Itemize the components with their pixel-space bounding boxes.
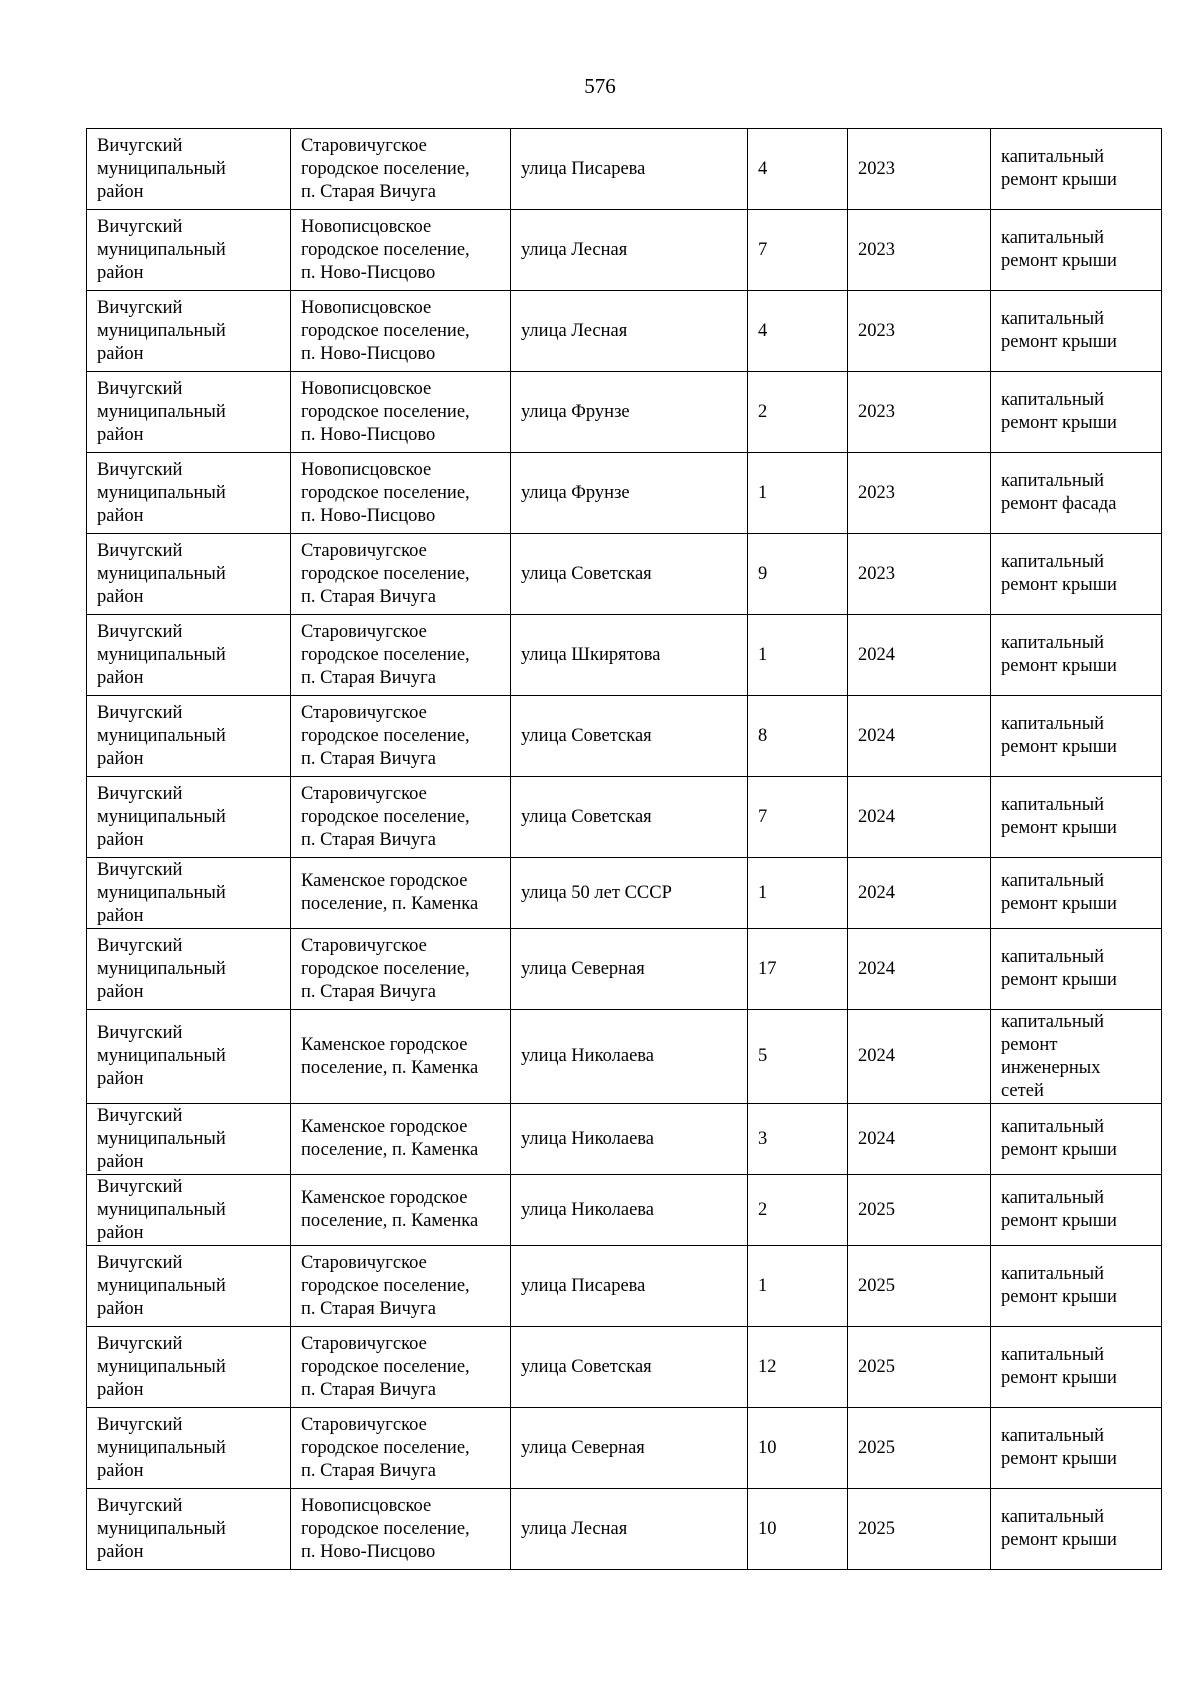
settlement-cell: Старовичугское городское поселение, п. Старая Вичуга xyxy=(291,777,511,858)
house-number-cell: 2 xyxy=(748,1175,848,1246)
table-row xyxy=(87,1246,1162,1327)
year-cell: 2023 xyxy=(848,210,991,291)
settlement-cell: Старовичугское городское поселение, п. Старая Вичуга xyxy=(291,1327,511,1408)
house-number-cell: 9 xyxy=(748,534,848,615)
work-type-cell: капитальный ремонт крыши xyxy=(991,696,1162,777)
year-cell: 2025 xyxy=(848,1408,991,1489)
year-cell: 2024 xyxy=(848,858,991,929)
house-number-cell: 17 xyxy=(748,929,848,1010)
house-number-cell: 7 xyxy=(748,777,848,858)
table-row xyxy=(87,210,1162,291)
house-number-cell: 1 xyxy=(748,1246,848,1327)
district-cell: Вичугский муниципальный район xyxy=(87,1408,291,1489)
table-row xyxy=(87,372,1162,453)
settlement-cell: Каменское городское поселение, п. Каменка xyxy=(291,1175,511,1246)
year-cell: 2023 xyxy=(848,129,991,210)
settlement-cell: Новописцовское городское поселение, п. Ново-Писцово xyxy=(291,453,511,534)
district-cell: Вичугский муниципальный район xyxy=(87,1327,291,1408)
house-number-cell: 4 xyxy=(748,129,848,210)
table-row xyxy=(87,453,1162,534)
street-cell: улица Писарева xyxy=(511,1246,748,1327)
work-type-cell: капитальный ремонт крыши xyxy=(991,1246,1162,1327)
street-cell: улица Николаева xyxy=(511,1175,748,1246)
repair-schedule-table xyxy=(86,128,1162,1570)
settlement-cell: Старовичугское городское поселение, п. Старая Вичуга xyxy=(291,129,511,210)
street-cell: улица Северная xyxy=(511,1408,748,1489)
table-row xyxy=(87,1327,1162,1408)
work-type-cell: капитальный ремонт крыши xyxy=(991,615,1162,696)
work-type-cell: капитальный ремонт крыши xyxy=(991,129,1162,210)
street-cell: улица Северная xyxy=(511,929,748,1010)
street-cell: улица Лесная xyxy=(511,1489,748,1570)
settlement-cell: Старовичугское городское поселение, п. Старая Вичуга xyxy=(291,615,511,696)
table-row xyxy=(87,696,1162,777)
work-type-cell: капитальный ремонт крыши xyxy=(991,372,1162,453)
street-cell: улица Николаева xyxy=(511,1104,748,1175)
street-cell: улица Лесная xyxy=(511,210,748,291)
street-cell: улица Советская xyxy=(511,696,748,777)
district-cell: Вичугский муниципальный район xyxy=(87,372,291,453)
street-cell: улица Советская xyxy=(511,534,748,615)
page-number: 576 xyxy=(584,74,616,98)
table-body xyxy=(87,129,1162,1570)
year-cell: 2024 xyxy=(848,929,991,1010)
settlement-cell: Каменское городское поселение, п. Каменка xyxy=(291,1104,511,1175)
work-type-cell: капитальный ремонт крыши xyxy=(991,929,1162,1010)
district-cell: Вичугский муниципальный район xyxy=(87,1489,291,1570)
district-cell: Вичугский муниципальный район xyxy=(87,696,291,777)
year-cell: 2025 xyxy=(848,1489,991,1570)
house-number-cell: 7 xyxy=(748,210,848,291)
street-cell: улица Писарева xyxy=(511,129,748,210)
district-cell: Вичугский муниципальный район xyxy=(87,777,291,858)
settlement-cell: Старовичугское городское поселение, п. Старая Вичуга xyxy=(291,929,511,1010)
work-type-cell: капитальный ремонт крыши xyxy=(991,777,1162,858)
work-type-cell: капитальный ремонт крыши xyxy=(991,1327,1162,1408)
year-cell: 2023 xyxy=(848,372,991,453)
settlement-cell: Новописцовское городское поселение, п. Ново-Писцово xyxy=(291,291,511,372)
district-cell: Вичугский муниципальный район xyxy=(87,291,291,372)
settlement-cell: Старовичугское городское поселение, п. Старая Вичуга xyxy=(291,1246,511,1327)
house-number-cell: 4 xyxy=(748,291,848,372)
house-number-cell: 10 xyxy=(748,1489,848,1570)
table-row xyxy=(87,858,1162,929)
year-cell: 2024 xyxy=(848,615,991,696)
work-type-cell: капитальный ремонт крыши xyxy=(991,1175,1162,1246)
district-cell: Вичугский муниципальный район xyxy=(87,453,291,534)
year-cell: 2024 xyxy=(848,696,991,777)
work-type-cell: капитальный ремонт крыши xyxy=(991,858,1162,929)
work-type-cell: капитальный ремонт фасада xyxy=(991,453,1162,534)
year-cell: 2023 xyxy=(848,291,991,372)
year-cell: 2025 xyxy=(848,1327,991,1408)
district-cell: Вичугский муниципальный район xyxy=(87,929,291,1010)
street-cell: улица Фрунзе xyxy=(511,372,748,453)
street-cell: улица Шкирятова xyxy=(511,615,748,696)
work-type-cell: капитальный ремонт крыши xyxy=(991,210,1162,291)
street-cell: улица Лесная xyxy=(511,291,748,372)
settlement-cell: Новописцовское городское поселение, п. Ново-Писцово xyxy=(291,210,511,291)
house-number-cell: 2 xyxy=(748,372,848,453)
district-cell: Вичугский муниципальный район xyxy=(87,129,291,210)
year-cell: 2023 xyxy=(848,453,991,534)
district-cell: Вичугский муниципальный район xyxy=(87,210,291,291)
year-cell: 2024 xyxy=(848,777,991,858)
house-number-cell: 1 xyxy=(748,615,848,696)
work-type-cell: капитальный ремонт крыши xyxy=(991,534,1162,615)
street-cell: улица Николаева xyxy=(511,1010,748,1104)
settlement-cell: Старовичугское городское поселение, п. Старая Вичуга xyxy=(291,1408,511,1489)
settlement-cell: Новописцовское городское поселение, п. Ново-Писцово xyxy=(291,1489,511,1570)
table-row xyxy=(87,615,1162,696)
work-type-cell: капитальный ремонт инженерных сетей xyxy=(991,1010,1162,1104)
district-cell: Вичугский муниципальный район xyxy=(87,1246,291,1327)
table-row xyxy=(87,1104,1162,1175)
table-row xyxy=(87,291,1162,372)
year-cell: 2023 xyxy=(848,534,991,615)
settlement-cell: Старовичугское городское поселение, п. Старая Вичуга xyxy=(291,534,511,615)
house-number-cell: 1 xyxy=(748,453,848,534)
house-number-cell: 5 xyxy=(748,1010,848,1104)
settlement-cell: Старовичугское городское поселение, п. Старая Вичуга xyxy=(291,696,511,777)
table-row xyxy=(87,1175,1162,1246)
year-cell: 2025 xyxy=(848,1246,991,1327)
house-number-cell: 8 xyxy=(748,696,848,777)
table-row xyxy=(87,1408,1162,1489)
work-type-cell: капитальный ремонт крыши xyxy=(991,1489,1162,1570)
house-number-cell: 12 xyxy=(748,1327,848,1408)
district-cell: Вичугский муниципальный район xyxy=(87,615,291,696)
street-cell: улица Фрунзе xyxy=(511,453,748,534)
house-number-cell: 3 xyxy=(748,1104,848,1175)
district-cell: Вичугский муниципальный район xyxy=(87,1175,291,1246)
year-cell: 2024 xyxy=(848,1010,991,1104)
district-cell: Вичугский муниципальный район xyxy=(87,1104,291,1175)
work-type-cell: капитальный ремонт крыши xyxy=(991,1104,1162,1175)
district-cell: Вичугский муниципальный район xyxy=(87,858,291,929)
district-cell: Вичугский муниципальный район xyxy=(87,534,291,615)
table-row xyxy=(87,777,1162,858)
table-row xyxy=(87,929,1162,1010)
year-cell: 2025 xyxy=(848,1175,991,1246)
street-cell: улица Советская xyxy=(511,1327,748,1408)
settlement-cell: Новописцовское городское поселение, п. Ново-Писцово xyxy=(291,372,511,453)
table-row xyxy=(87,534,1162,615)
work-type-cell: капитальный ремонт крыши xyxy=(991,291,1162,372)
settlement-cell: Каменское городское поселение, п. Каменка xyxy=(291,1010,511,1104)
district-cell: Вичугский муниципальный район xyxy=(87,1010,291,1104)
table-row xyxy=(87,1489,1162,1570)
settlement-cell: Каменское городское поселение, п. Каменка xyxy=(291,858,511,929)
street-cell: улица 50 лет СССР xyxy=(511,858,748,929)
table-row xyxy=(87,129,1162,210)
work-type-cell: капитальный ремонт крыши xyxy=(991,1408,1162,1489)
table-row xyxy=(87,1010,1162,1104)
house-number-cell: 10 xyxy=(748,1408,848,1489)
house-number-cell: 1 xyxy=(748,858,848,929)
street-cell: улица Советская xyxy=(511,777,748,858)
year-cell: 2024 xyxy=(848,1104,991,1175)
